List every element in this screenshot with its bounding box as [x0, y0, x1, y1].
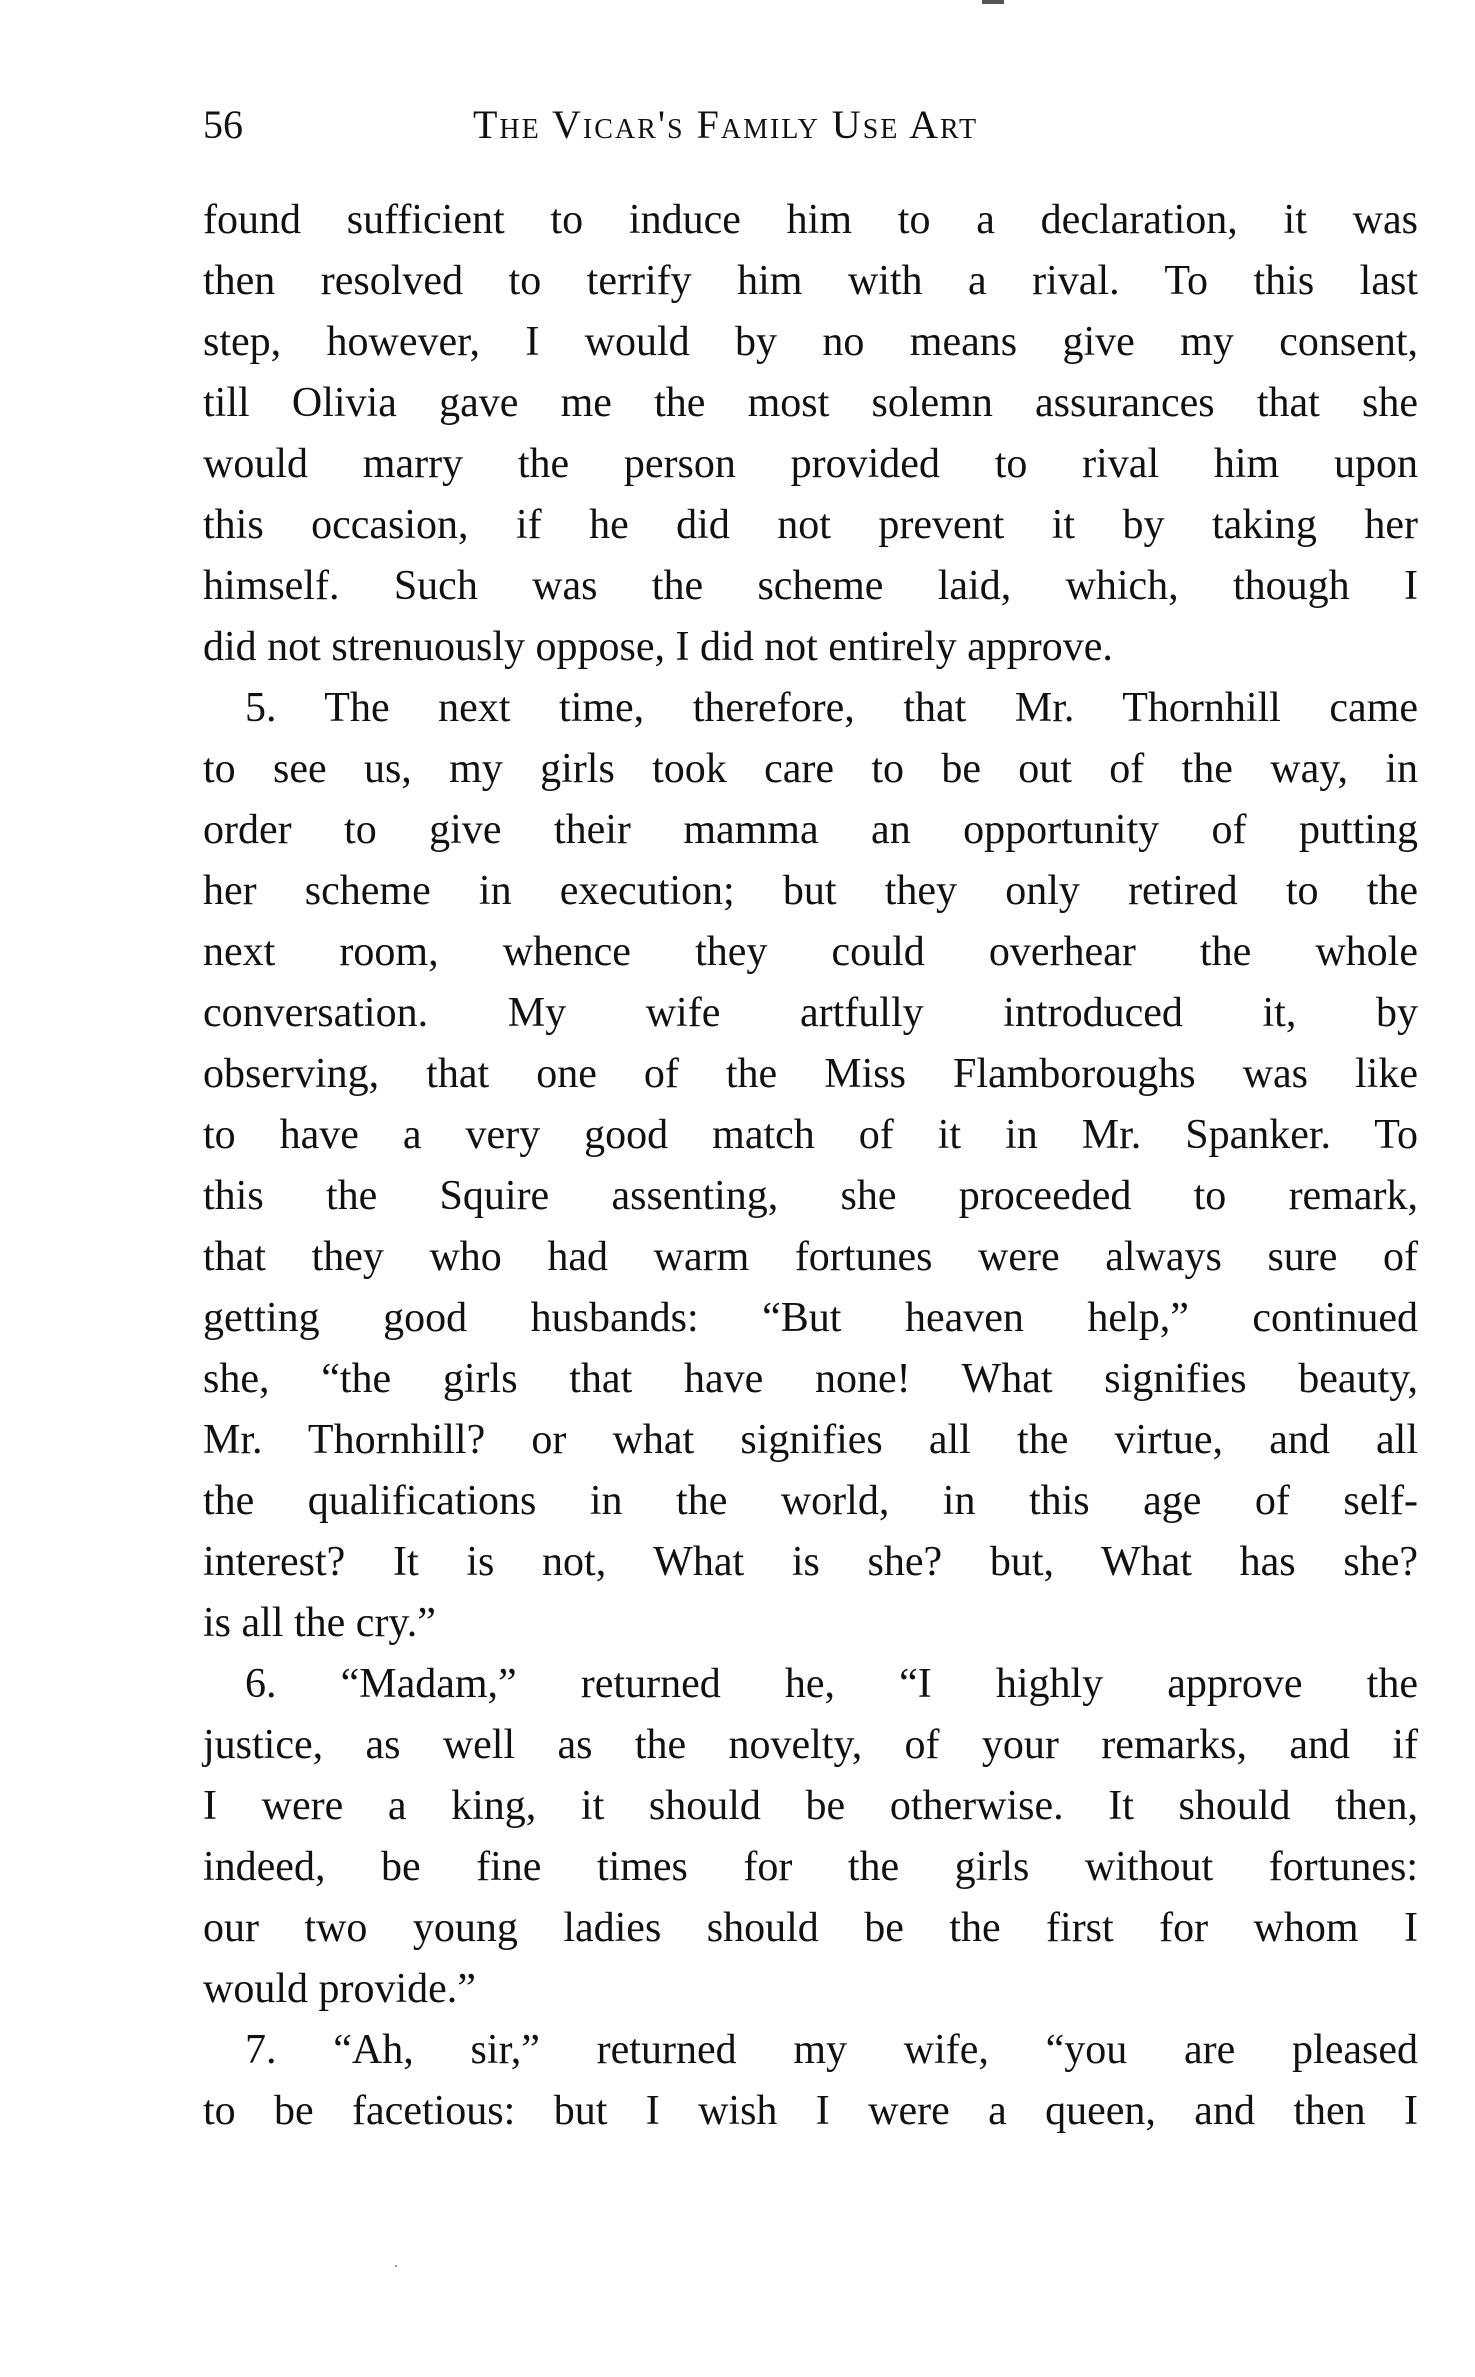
page-number: 56 [203, 102, 243, 147]
text-line: himself. Such was the scheme laid, which, though I [203, 563, 1418, 609]
text-line: observing, that one of the Miss Flamboroughs was like [203, 1051, 1418, 1097]
text-line: our two young ladies should be the first for whom I [203, 1905, 1418, 1951]
text-line: till Olivia gave me the most solemn assurances that she [203, 380, 1418, 426]
text-line: this the Squire assenting, she proceeded to remark, [203, 1173, 1418, 1219]
scan-speck [395, 2265, 397, 2267]
text-line: next room, whence they could overhear the whole [203, 929, 1418, 975]
text-line: the qualifications in the world, in this age of self- [203, 1478, 1418, 1524]
text-line: 6. “Madam,” returned he, “I highly approve the [245, 1661, 1418, 1707]
text-line: then resolved to terrify him with a rival. To this last [203, 258, 1418, 304]
text-line: 7. “Ah, sir,” returned my wife, “you are pleased [245, 2027, 1418, 2073]
text-line: order to give their mamma an opportunity of putting [203, 807, 1418, 853]
text-line: she, “the girls that have none! What signifies beauty, [203, 1356, 1418, 1402]
text-line: that they who had warm fortunes were always sure of [203, 1234, 1418, 1280]
text-line: step, however, I would by no means give my consent, [203, 319, 1418, 365]
scan-artifact-mark [982, 0, 1004, 4]
text-line: this occasion, if he did not prevent it by taking her [203, 502, 1418, 548]
body-text [203, 190, 1418, 2142]
text-line: I were a king, it should be otherwise. It should then, [203, 1783, 1418, 1829]
text-line: found sufficient to induce him to a declaration, it was [203, 197, 1418, 243]
text-line: conversation. My wife artfully introduced it, by [203, 990, 1418, 1036]
text-line: her scheme in execution; but they only retired to the [203, 868, 1418, 914]
text-line: is all the cry.” [203, 1600, 436, 1646]
text-line: to see us, my girls took care to be out of the way, in [203, 746, 1418, 792]
text-line: interest? It is not, What is she? but, What has she? [203, 1539, 1418, 1585]
text-line: getting good husbands: “But heaven help,” continued [203, 1295, 1418, 1341]
text-line: justice, as well as the novelty, of your remarks, and if [203, 1722, 1418, 1768]
text-line: 5. The next time, therefore, that Mr. Thornhill came [245, 685, 1418, 731]
text-line: Mr. Thornhill? or what signifies all the virtue, and all [203, 1417, 1418, 1463]
text-line: to be facetious: but I wish I were a queen, and then I [203, 2088, 1418, 2134]
text-line: to have a very good match of it in Mr. Spanker. To [203, 1112, 1418, 1158]
text-line: would provide.” [203, 1966, 476, 2012]
text-line: would marry the person provided to rival him upon [203, 441, 1418, 487]
text-line: indeed, be fine times for the girls without fortunes: [203, 1844, 1418, 1890]
page-header [203, 95, 1418, 155]
running-head: The Vicar's Family Use Art [473, 102, 979, 147]
text-line: did not strenuously oppose, I did not entirely approve. [203, 624, 1113, 670]
